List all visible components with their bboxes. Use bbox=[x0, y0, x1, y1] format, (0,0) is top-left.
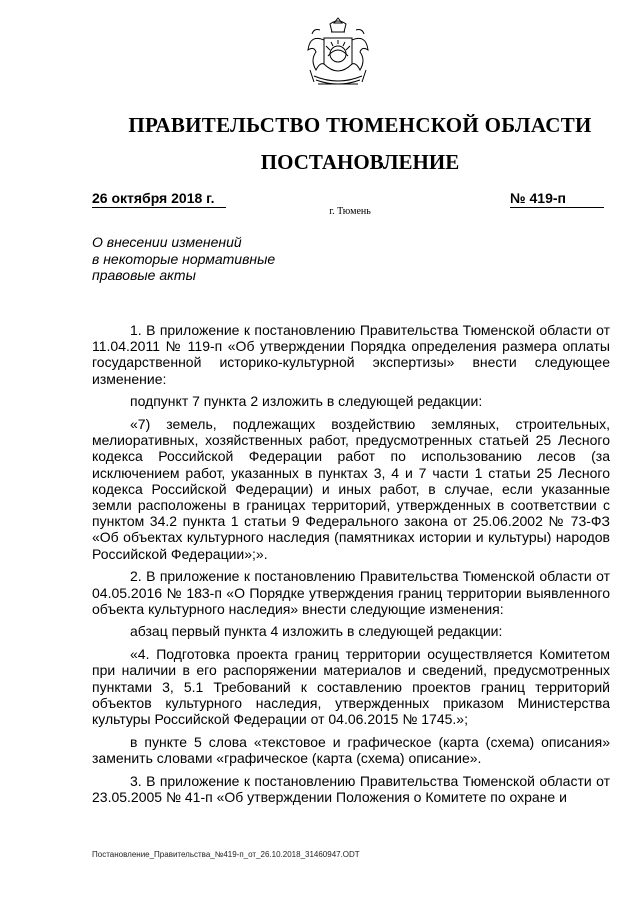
subject-line: О внесении изменений bbox=[92, 234, 242, 250]
document-type-title: ПОСТАНОВЛЕНИЕ bbox=[260, 150, 460, 174]
organization-title: ПРАВИТЕЛЬСТВО ТЮМЕНСКОЙ ОБЛАСТИ bbox=[128, 113, 592, 137]
body-paragraph: 2. В приложение к постановлению Правительства Тюменской области от 04.05.2016 № 183-п «О Порядке утверждения границ территории выявленного объекта культурного наследия» внести следующие изменения: bbox=[92, 568, 610, 617]
document-subject bbox=[92, 234, 312, 284]
body-paragraph: абзац первый пункта 4 изложить в следующей редакции: bbox=[130, 623, 503, 640]
document-number: № 419-п bbox=[510, 190, 604, 208]
body-paragraph: подпункт 7 пункта 2 изложить в следующей редакции: bbox=[130, 393, 483, 410]
body-paragraph: 1. В приложение к постановлению Правительства Тюменской области от 11.04.2011 № 119-п «Об утверждении Порядка определения размера оплаты государственной историко-культурной экспертизы» внести следующее изменение: bbox=[92, 322, 610, 387]
body-paragraph: 3. В приложение к постановлению Правительства Тюменской области от 23.05.2005 № 41-п «Об утверждении Положения о Комитете по охране и bbox=[92, 772, 610, 805]
document-body bbox=[92, 322, 610, 811]
document-date: 26 октября 2018 г. bbox=[92, 190, 226, 208]
coat-of-arms-emblem bbox=[298, 14, 378, 102]
body-paragraph: в пункте 5 слова «текстовое и графическое (карта (схема) описания» заменить словами «графическое (карта (схема) описание». bbox=[92, 733, 610, 766]
footer-filename: Постановление_Правительства_№419-п_от_26.10.2018_31460947.ODT bbox=[92, 850, 360, 859]
document-city: г. Тюмень bbox=[329, 206, 371, 217]
body-paragraph: «4. Подготовка проекта границ территории осуществляется Комитетом при наличии в его распоряжении материалов и сведений, предусмотренных пунктами 3, 5.1 Требований к составлению проектов границ территорий объектов культурного наследия, утвержденных приказом Министерства культуры Российской Федерации от 04.06.2015 № 1745.»; bbox=[92, 646, 610, 727]
subject-line: в некоторые нормативные bbox=[92, 250, 276, 267]
subject-line: правовые акты bbox=[92, 267, 196, 283]
body-paragraph: «7) земель, подлежащих воздействию земляных, строительных, мелиоративных, хозяйственных работ, предусмотренных статьей 25 Лесного кодекса Российской Федерации работ по использованию лесов (за исключением работ, указанных в пунктах 3, 4 и 7 части 1 статьи 25 Лесного кодекса Российской Федерации) и иных работ, в случае, если указанные земли расположены в границах территорий, утвержденных в соответствии с пунктом 34.2 пункта 1 статьи 9 Федерального закона от 25.06.2002 № 73-ФЗ «Об объектах культурного наследия (памятниках истории и культуры) народов Российской Федерации»;». bbox=[92, 416, 610, 562]
